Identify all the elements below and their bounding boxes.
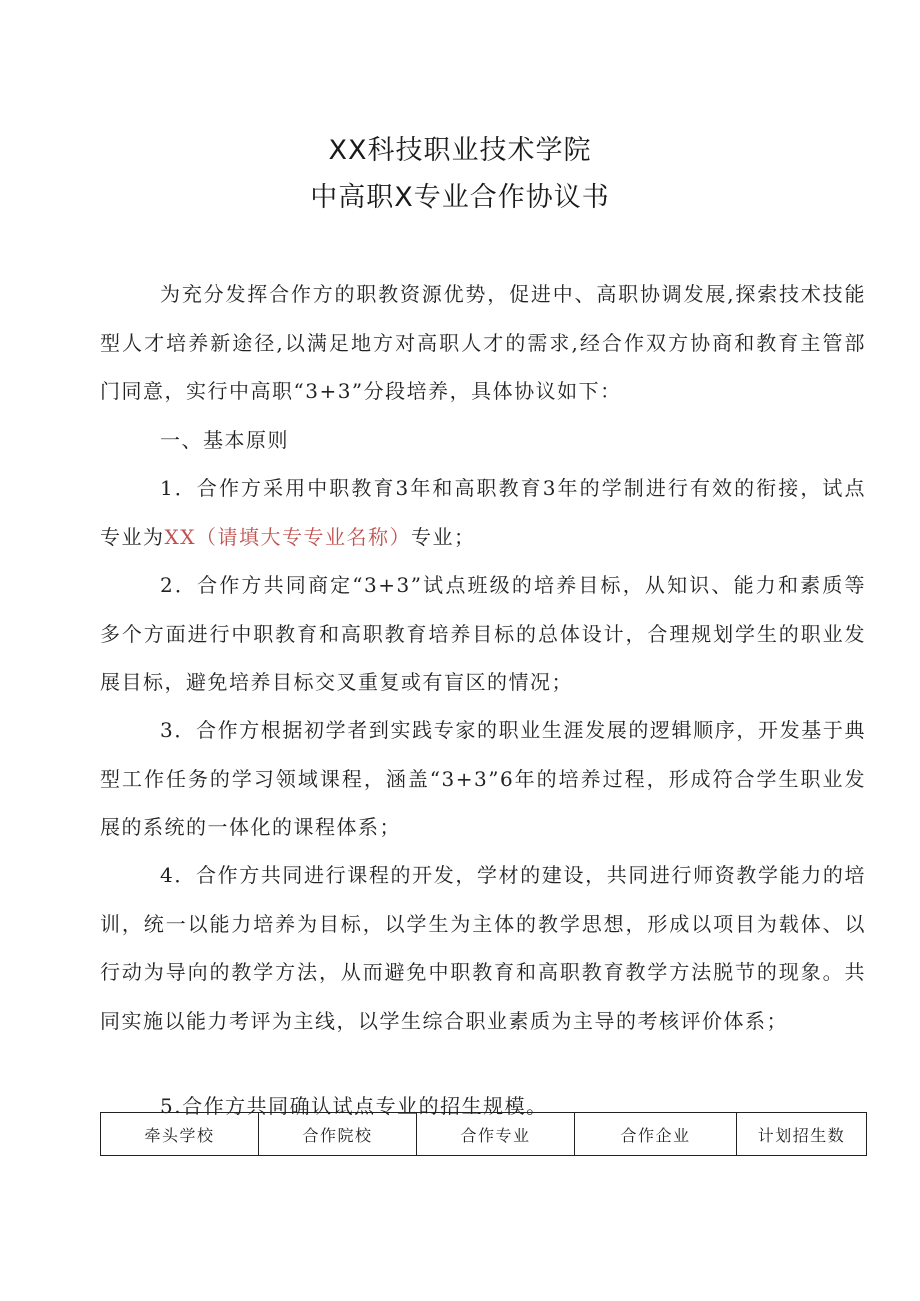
table-header-row <box>101 1113 867 1156</box>
header-lead-school: 牵头学校 <box>101 1113 259 1156</box>
major-name-placeholder: XX（请填大专专业名称） <box>164 524 411 549</box>
principle-item-1-text: 1．合作方采用中职教育3年和高职教育3年的学制进行有效的衔接，试点专业为 <box>100 476 866 549</box>
document-title-line2: 中高职X专业合作协议书 <box>310 182 610 213</box>
principle-item-1 <box>100 464 866 561</box>
principle-item-2: 2．合作方共同商定“3+3”试点班级的培养目标，从知识、能力和素质等多个方面进行中职教育和高职教育培养目标的总体设计，合理规划学生的职业发展目标，避免培养目标交叉重复或有盲区的情况； <box>100 573 866 694</box>
principle-item-4: 4．合作方共同进行课程的开发，学材的建设，共同进行师资教学能力的培训，统一以能力培养为目标，以学生为主体的教学思想，形成以项目为载体、以行动为导向的教学方法，从而避免中职教育和高职教育教学方法脱节的现象。共同实施以能力考评为主线，以学生综合职业素质为主导的考核评价体系； <box>100 863 866 1033</box>
header-planned-enrollment: 计划招生数 <box>737 1113 867 1156</box>
header-partner-enterprise: 合作企业 <box>575 1113 737 1156</box>
document-title-line1: XX科技职业技术学院 <box>328 135 592 166</box>
intro-paragraph: 为充分发挥合作方的职教资源优势，促进中、高职协调发展,探索技术技能型人才培养新途径,以满足地方对高职人才的需求,经合作双方协商和教育主管部门同意，实行中高职“3+3”分段培养，具体协议如下： <box>100 282 866 403</box>
section-heading-basic-principles: 一、基本原则 <box>160 428 289 452</box>
principle-item-3: 3．合作方根据初学者到实践专家的职业生涯发展的逻辑顺序，开发基于典型工作任务的学习领域课程，涵盖“3+3”6年的培养过程，形成符合学生职业发展的系统的一体化的课程体系； <box>100 718 866 839</box>
header-partner-major: 合作专业 <box>417 1113 575 1156</box>
principle-item-1-suffix: 专业； <box>410 524 476 549</box>
header-partner-college: 合作院校 <box>259 1113 417 1156</box>
principle-item-5: 5.合作方共同确认试点专业的招生规模。 <box>160 1094 548 1118</box>
enrollment-table <box>100 1112 867 1156</box>
